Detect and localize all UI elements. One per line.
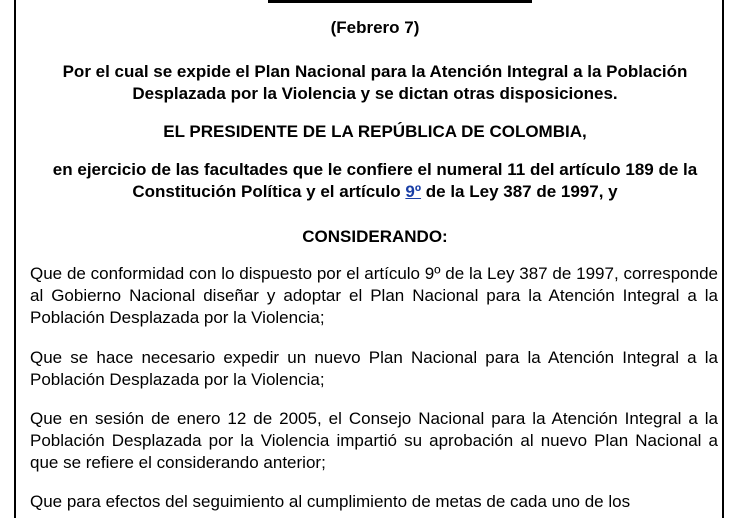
president-heading: EL PRESIDENTE DE LA REPÚBLICA DE COLOMBIA, (163, 122, 587, 141)
considerando-paragraph: Que para efectos del seguimiento al cumplimiento de metas de cada uno de los (30, 492, 631, 511)
exercise-clause (30, 159, 720, 203)
considerando-paragraph: Que en sesión de enero 12 de 2005, el Consejo Nacional para la Atención Integral a la Población Desplazada por la Violencia impartió su aprobación al nuevo Plan Nacional a que se refiere el considerando anterior; (30, 409, 718, 472)
exercise-text-before: en ejercicio de las facultades que le confiere el numeral 11 del artículo 189 de la Constitución Política y el artículo (52, 160, 698, 201)
header-rule (268, 0, 532, 3)
exercise-text-after: de la Ley 387 de 1997, y (421, 182, 618, 201)
decree-title: Por el cual se expide el Plan Nacional para la Atención Integral a la Población Desplazada por la Violencia y se dictan otras disposiciones. (62, 62, 688, 103)
considerando-paragraph: Que se hace necesario expedir un nuevo Plan Nacional para la Atención Integral a la Población Desplazada por la Violencia; (30, 348, 718, 389)
article-link[interactable]: 9º (405, 182, 422, 201)
considerando-heading: CONSIDERANDO: (302, 227, 448, 246)
considerando-paragraph: Que de conformidad con lo dispuesto por el artículo 9º de la Ley 387 de 1997, corresponde al Gobierno Nacional diseñar y adoptar el Plan Nacional para la Atención Integral a la Población Desplazada por la Violencia; (30, 264, 718, 327)
decree-date: (Febrero 7) (330, 18, 420, 37)
